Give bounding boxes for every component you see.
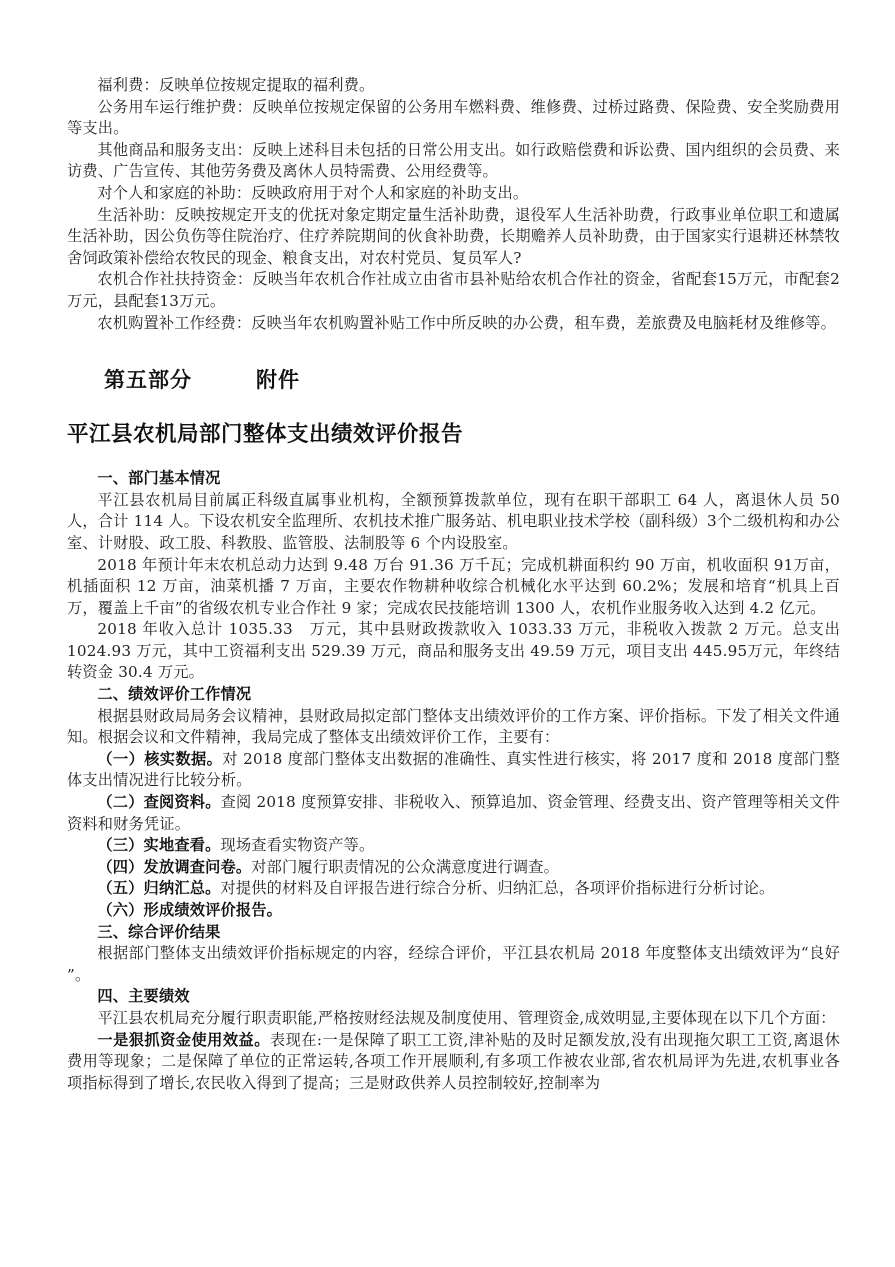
evaluation-item-text: 对 2018 度部门整体支出数据的准确性、真实性进行核实，将 2017 度和 2018 度部门整体支出情况进行比较分析。: [67, 749, 840, 790]
evaluation-item: [67, 792, 840, 835]
section-heading-basic-info: 一、部门基本情况: [97, 469, 221, 488]
paragraph-other-goods-services: 其他商品和服务支出：反映上述科目未包括的日常公用支出。如行政赔偿费和诉讼费、国内组织的会员费、来访费、广告宣传、其他劳务费及离休人员特需费、公用经费等。: [67, 140, 840, 181]
paragraph-evaluation-result: 根据部门整体支出绩效评价指标规定的内容，经综合评价，平江县农机局 2018 年度整体支出绩效评为“良好 ”。: [67, 944, 840, 984]
evaluation-item-lead: （五）归纳汇总。: [97, 879, 221, 898]
paragraph-cooperative-fund: 农机合作社扶持资金：反映当年农机合作社成立由省市县补贴给农机合作社的资金，省配套15万元，市配套2万元，县配套13万元。: [67, 270, 840, 310]
performance-item-lead: 一是狠抓资金使用效益。: [97, 1030, 270, 1049]
evaluation-item-text: 查阅 2018 度预算安排、非税收入、预算追加、资金管理、经费支出、资产管理等相关文件资料和财务凭证。: [67, 793, 840, 833]
performance-item: [67, 1030, 840, 1095]
evaluation-item-lead: （一）核实数据。: [97, 749, 223, 768]
part-heading: [104, 366, 840, 394]
paragraph-income-expenditure: 2018 年收入总计 1035.33 万元，其中县财政拨款收入 1033.33 万元，非税收入拨款 2 万元。总支出 1024.93 万元，其中工资福利支出 529.39 万元，商品和服务支出 49.59 万元，项目支出 445.95万元，年终结转资金 30.4 万元。: [67, 620, 856, 682]
evaluation-item-text: 对部门履行职责情况的公众满意度进行调查。: [251, 857, 560, 876]
section-heading-main-performance: 四、主要绩效: [97, 987, 190, 1006]
section-heading-evaluation-work: 二、绩效评价工作情况: [97, 685, 252, 704]
evaluation-item: [67, 857, 840, 879]
evaluation-item-text: 现场查看实物资产等。: [220, 836, 375, 855]
evaluation-item-lead: （二）查阅资料。: [97, 793, 221, 812]
paragraph-performance-intro: 平江县农机局充分履行职责职能,严格按财经法规及制度使用、管理资金,成效明显,主要体现在以下几个方面：: [97, 1008, 836, 1027]
paragraph-household-subsidy: 对个人和家庭的补助：反映政府用于对个人和家庭的补助支出。: [97, 183, 529, 202]
evaluation-item: [67, 900, 840, 922]
paragraph-purchase-subsidy-expense: 农机购置补工作经费：反映当年农机购置补贴工作中所反映的办公费，租车费，差旅费及电脑耗材及维修等。: [97, 313, 836, 332]
document-page: [67, 75, 856, 1094]
part-heading-title: 附件: [256, 368, 300, 393]
evaluation-item-lead: （四）发放调查问卷。: [97, 857, 252, 876]
paragraph-dept-overview: 平江县农机局目前属正科级直属事业机构，全额预算拨款单位，现有在职干部职工 64 人，离退休人员 50 人，合计 114 人。下设农机安全监理所、农机技术推广服务站、机电职业技术学校（副科级）3个二级机构和办公室、计财股、政工股、科教股、监管股、法制股等 6 个内设股室。: [67, 490, 840, 552]
paragraph-evaluation-intro: 根据县财政局局务会议精神，县财政局拟定部门整体支出绩效评价的工作方案、评价指标。下发了相关文件通知。根据会议和文件精神，我局完成了整体支出绩效评价工作，主要有：: [67, 706, 840, 747]
paragraph-machinery-stats: 2018 年预计年末农机总动力达到 9.48 万台 91.36 万千瓦；完成机耕面积约 90 万亩，机收面积 91万亩，机插面积 12 万亩，油菜机播 7 万亩，主要农作物耕种收综合机械化水平达到 60.2%；发展和培育“机具上百万，覆盖上千亩”的省级农机专业合作社 9 家；完成农民技能培训 1300 人，农机作业服务收入达到 4.2 亿元。: [67, 555, 840, 617]
report-title: 平江县农机局部门整体支出绩效评价报告: [67, 422, 464, 448]
evaluation-item: [67, 878, 840, 900]
paragraph-vehicle-maintenance: 公务用车运行维护费：反映单位按规定保留的公务用车燃料费、维修费、过桥过路费、保险费、安全奖励费用等支出。: [67, 97, 840, 138]
evaluation-item: [67, 835, 840, 857]
evaluation-item-lead: （三）实地查看。: [97, 836, 221, 855]
evaluation-item: [67, 749, 840, 792]
section-heading-evaluation-result: 三、综合评价结果: [97, 922, 221, 941]
paragraph-living-subsidy: 生活补助：反映按规定开支的优抚对象定期定量生活补助费，退役军人生活补助费，行政事业单位职工和遗属生活补助，因公负伤等住院治疗、住疗养院期间的伙食补助费，长期赡养人员补助费，由于国家实行退耕还林禁牧舍饲政策补偿给农牧民的现金、粮食支出，对农村党员、复员军人?: [67, 205, 840, 267]
evaluation-item-lead: （六）形成绩效评价报告。: [97, 901, 283, 919]
paragraph-welfare: 福利费：反映单位按规定提取的福利费。: [97, 76, 375, 94]
performance-item-text: 表现在:一是保障了职工工资,津补贴的及时足额发放,没有出现拖欠职工工资,离退休费用等现象；二是保障了单位的正常运转,各项工作开展顺利,有多项工作被农业部,省农机局评为先进,农机事业各项指标得到了增长,农民收入得到了提高；三是财政供养人员控制较好,控制率为: [67, 1030, 841, 1092]
part-heading-label: 第五部分: [104, 368, 192, 393]
evaluation-item-text: 对提供的材料及自评报告进行综合分析、归纳汇总，各项评价指标进行分析讨论。: [220, 879, 775, 898]
